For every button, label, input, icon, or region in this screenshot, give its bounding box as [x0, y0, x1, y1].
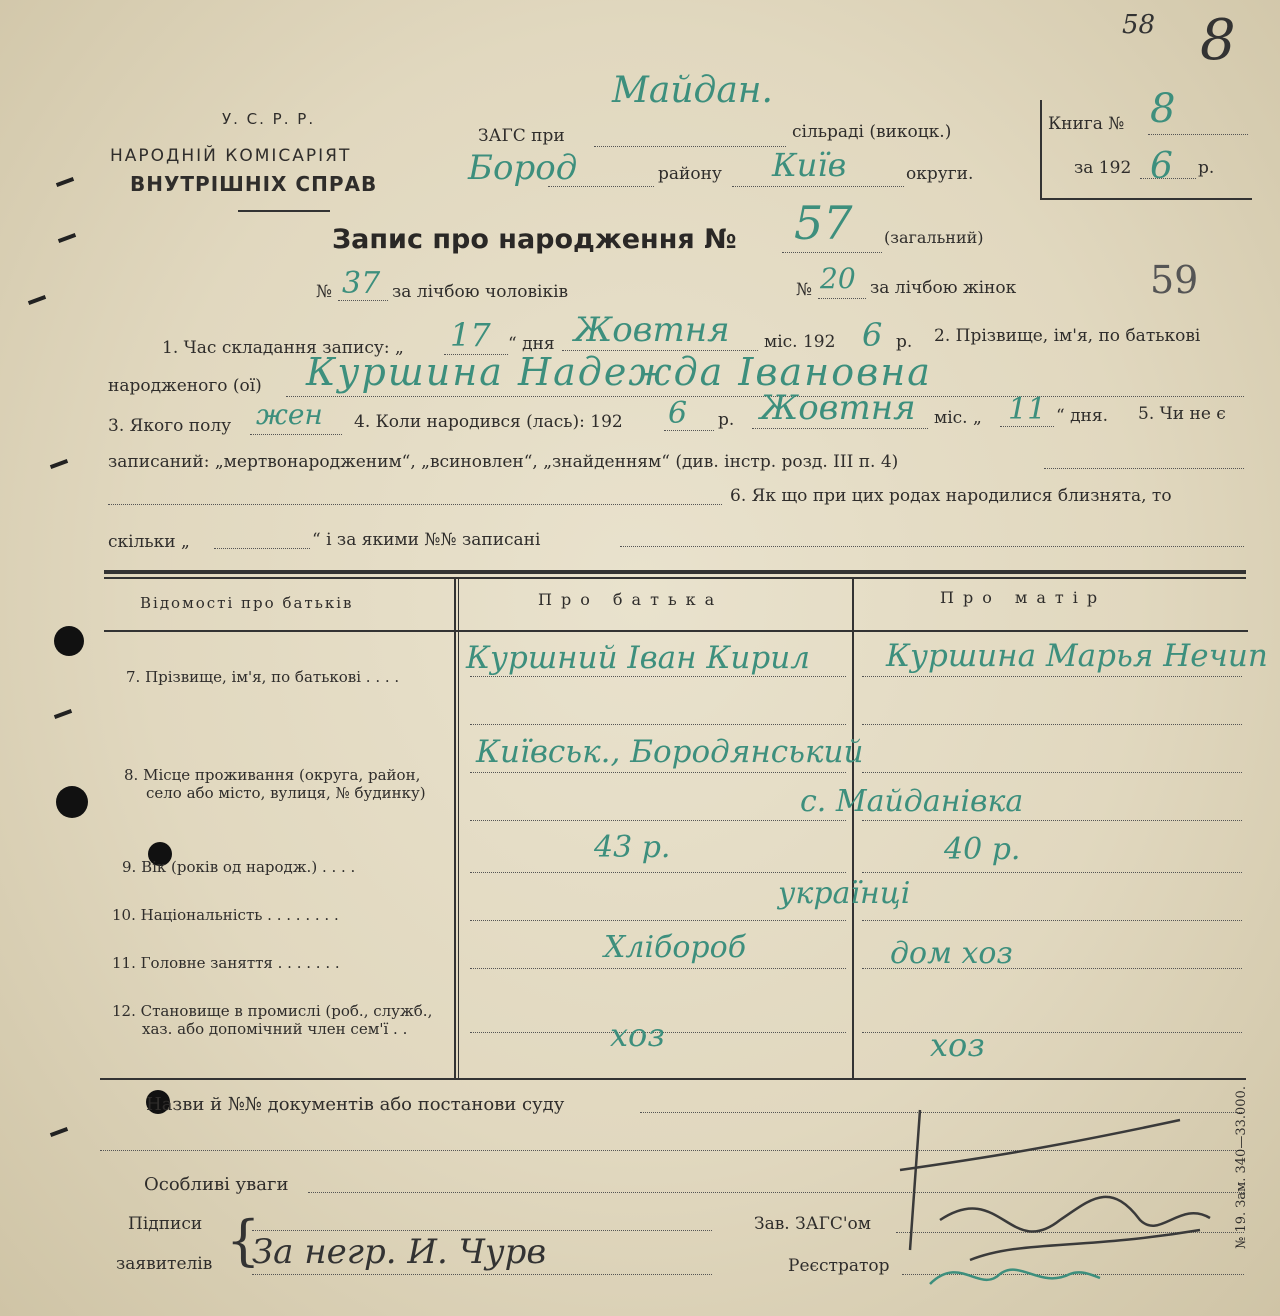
row-8-label: 8. Місце проживання (округа, район,: [124, 766, 421, 784]
table-column-divider: [458, 578, 459, 1078]
women-count-prefix: №: [796, 280, 813, 300]
title-general-label: (загальний): [884, 228, 984, 247]
field-1-month-label: міс. 192: [764, 332, 836, 352]
signatures-label: Підписи: [128, 1214, 203, 1234]
field-2-label: 2. Прізвище, ім'я, по батькові: [934, 326, 1201, 346]
book-year-hw: 6: [1150, 146, 1173, 187]
field-4-r: р.: [718, 410, 735, 430]
edge-mark: [58, 233, 76, 243]
side-print-code: № 19. Зам. 340—33.000.: [1233, 1086, 1249, 1249]
title-number-hw: 57: [794, 196, 853, 250]
table-top-rule: [104, 570, 1246, 574]
father-row-line: [470, 724, 846, 725]
father-occupation-hw: Хлібороб: [604, 930, 747, 965]
book-year-suffix: р.: [1198, 158, 1215, 178]
signatures-brace: {: [226, 1209, 261, 1272]
father-row-line: [470, 820, 846, 821]
silrada-label: сільраді (викоцк.): [792, 122, 952, 142]
field-6-label: 6. Як що при цих родах народилися близнята, то: [730, 486, 1172, 506]
raion-label: району: [658, 164, 722, 184]
mother-occupation-hw: дом хоз: [890, 936, 1013, 971]
table-header-parents: Відомості про батьків: [140, 594, 354, 612]
field-5b-label: записаний: „мертвонародженим“, „всиновлен“, „знайденням“ (див. інстр. розд. III п. 4): [108, 452, 899, 472]
table-top-rule-thin: [104, 577, 1246, 579]
field-1-year-suffix: р.: [896, 332, 913, 352]
father-residence-hw: Київськ., Бородянський: [476, 734, 864, 770]
field-5-line: [1044, 468, 1244, 469]
edge-mark: [56, 177, 74, 187]
sex-hw: жен: [256, 398, 323, 431]
field-6-line: [108, 504, 722, 505]
table-column-divider: [852, 578, 854, 1078]
twins-count-line: [214, 548, 310, 549]
row-11-label: 11. Головне заняття . . . . . . .: [112, 954, 340, 972]
men-count-hw: 37: [342, 266, 381, 301]
men-count-prefix: №: [316, 282, 333, 302]
field-1-day-hw: 17: [450, 316, 491, 354]
table-header-rule: [104, 630, 1248, 632]
edge-mark: [54, 709, 72, 719]
internal-affairs-header: ВНУТРІШНІХ СПРАВ: [130, 172, 378, 196]
mother-row-line: [862, 724, 1242, 725]
book-year-label: за 192: [1074, 158, 1132, 178]
mother-row-line: [862, 676, 1242, 677]
applicant-line-2: [252, 1274, 712, 1275]
father-row-line: [470, 676, 846, 677]
newborn-name-hw: Куршина Надежда Івановна: [306, 350, 932, 394]
father-row-line: [470, 872, 846, 873]
edge-mark: [50, 459, 68, 469]
mother-age-hw: 40 р.: [944, 832, 1021, 867]
field-5-label: 5. Чи не є: [1138, 404, 1226, 424]
mother-residence-hw: с. Майданівка: [800, 784, 1024, 819]
sex-line: [250, 434, 342, 435]
mother-status-hw: хоз: [930, 1026, 985, 1064]
binder-hole: [56, 786, 88, 818]
nationality-hw: українці: [778, 876, 911, 911]
row-8-label-2: село або місто, вулиця, № будинку): [146, 784, 426, 802]
book-number-line: [1148, 134, 1248, 135]
table-header-father: Про батька: [538, 590, 724, 609]
edge-mark: [50, 1127, 68, 1137]
twins-numbers-line: [620, 546, 1244, 547]
table-header-mother: Про матір: [940, 588, 1107, 607]
men-count-label: за лічбою чоловіків: [392, 282, 569, 302]
field-3-label: 3. Якого полу: [108, 416, 232, 436]
edge-mark: [28, 295, 46, 305]
row-9-label: 9. Вік (років од народж.) . . . .: [122, 858, 356, 876]
documents-label: Назви й №№ документів або постанови суду: [146, 1094, 565, 1115]
field-1-month-hw: Жовтня: [574, 310, 730, 350]
field-1-label: 1. Час складання запису: „: [162, 338, 404, 358]
father-row-line: [470, 968, 846, 969]
women-count-line: [818, 298, 866, 299]
page-number-large: 8: [1200, 8, 1236, 73]
table-bottom-rule: [100, 1078, 1246, 1080]
ussr-header: У. С. Р. Р.: [222, 110, 316, 128]
zags-prefix: ЗАГС при: [478, 126, 565, 146]
field-6c-label: “ і за якими №№ записані: [312, 530, 541, 550]
mother-row-line: [862, 872, 1242, 873]
father-row-line: [470, 920, 846, 921]
field-1-year-hw: 6: [862, 316, 883, 354]
applicants-label: заявителів: [116, 1254, 213, 1274]
head-zags-label: Зав. ЗАГС'ом: [754, 1214, 871, 1234]
field-4-label: 4. Коли народився (лась): 192: [354, 412, 623, 432]
page-number-small: 58: [1122, 10, 1156, 40]
father-status-hw: хоз: [610, 1016, 665, 1054]
father-name-hw: Куршний Іван Кирил: [466, 640, 810, 676]
header-underline: [238, 210, 330, 212]
row-12-label: 12. Становище в промислі (роб., служб.,: [112, 1002, 433, 1020]
mother-row-line: [862, 920, 1242, 921]
mother-row-line: [862, 820, 1242, 821]
zags-raion-line: [548, 186, 654, 187]
registrar-signature: [920, 1244, 1120, 1304]
father-row-line: [470, 772, 846, 773]
women-count-label: за лічбою жінок: [870, 278, 1017, 298]
field-4-month-line: [752, 428, 928, 429]
row-10-label: 10. Національність . . . . . . . .: [112, 906, 339, 924]
mother-row-line: [862, 1032, 1242, 1033]
table-column-divider: [454, 578, 456, 1078]
registrar-label: Реєстратор: [788, 1256, 890, 1276]
field-4-mis: міс. „: [934, 408, 982, 428]
title-number-line: [782, 252, 882, 253]
book-number-hw: 8: [1150, 86, 1176, 132]
field-4-day-label: “ дня.: [1056, 406, 1109, 426]
record-title: Запис про народження №: [332, 224, 737, 255]
field-4-month-hw: Жовтня: [760, 388, 916, 428]
field-1-day-label: “ дня: [508, 334, 555, 354]
okrug-label: округи.: [906, 164, 974, 184]
field-2b-label: народженого (ої): [108, 376, 262, 396]
zags-okrug-hw: Київ: [772, 146, 847, 184]
mother-row-line: [862, 772, 1242, 773]
commissariat-header: НАРОДНІЙ КОМІСАРІЯТ: [110, 146, 352, 166]
row-7-label: 7. Прізвище, ім'я, по батькові . . . .: [126, 668, 400, 686]
field-4-day-hw: 11: [1008, 392, 1047, 427]
field-6b-label: скільки „: [108, 532, 190, 552]
notes-label: Особливі уваги: [144, 1174, 289, 1195]
zags-village-hw: Майдан.: [612, 70, 773, 111]
book-label: Книга №: [1048, 114, 1125, 134]
applicant-line-1: [252, 1230, 712, 1231]
zags-okrug-line: [732, 186, 904, 187]
zags-raion-hw: Бород: [468, 148, 578, 188]
binder-hole: [54, 626, 84, 656]
field-4-year-hw: 6: [668, 396, 688, 431]
mother-name-hw: Куршина Марья Нечип: [886, 638, 1268, 674]
stamp-number: 59: [1150, 258, 1199, 302]
women-count-hw: 20: [820, 262, 856, 295]
row-12-label-2: хаз. або допомічний член сем'ї . .: [142, 1020, 408, 1038]
father-age-hw: 43 р.: [594, 830, 671, 865]
applicant-signature: За негр. И. Чурв: [252, 1232, 547, 1272]
zags-village-line: [594, 146, 786, 147]
